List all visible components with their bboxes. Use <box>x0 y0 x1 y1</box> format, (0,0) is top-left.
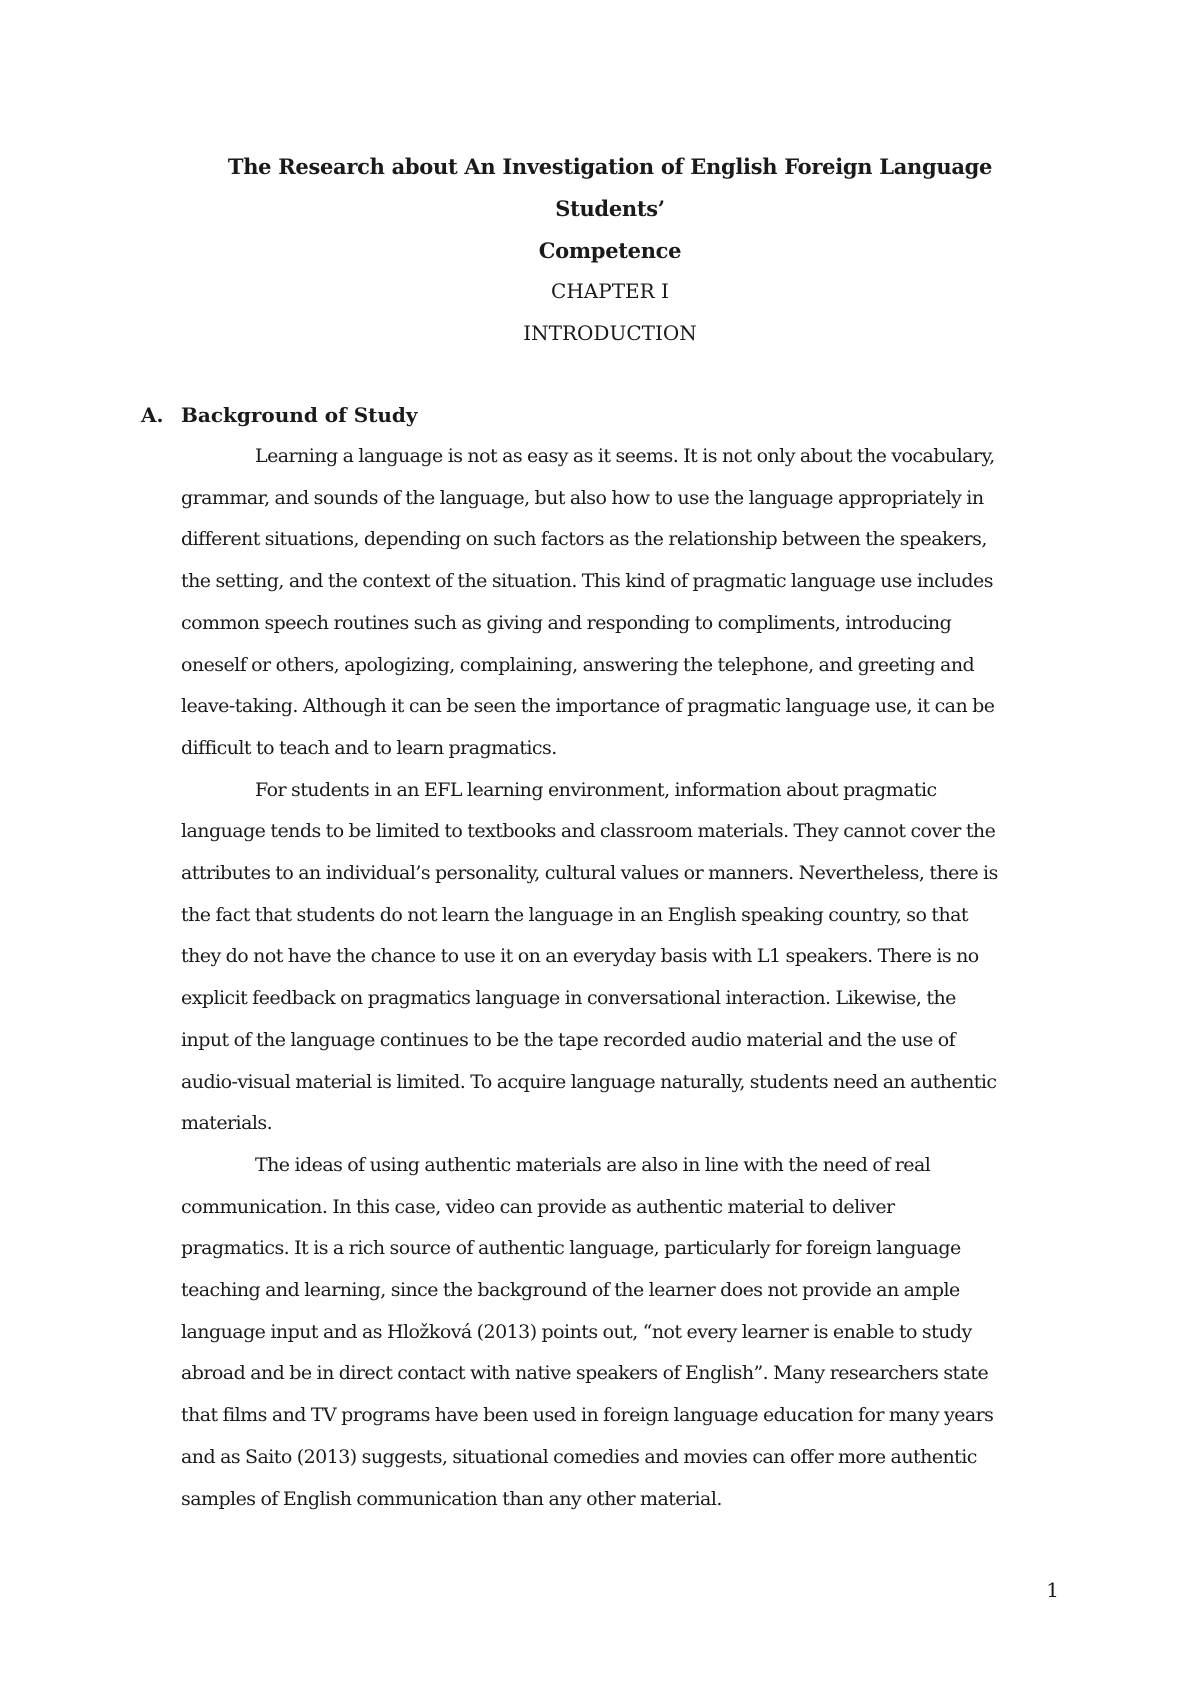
paragraph <box>181 1145 1051 1520</box>
paragraph-line: audio-visual material is limited. To acquire language naturally, students need an authentic <box>181 1070 997 1093</box>
paragraph-line: input of the language continues to be the tape recorded audio material and the use of <box>181 1028 956 1051</box>
section-title: Background of Study <box>181 403 418 427</box>
paragraph-line: leave-taking. Although it can be seen the importance of pragmatic language use, it can be <box>181 695 995 718</box>
chapter-label: CHAPTER I <box>551 279 669 303</box>
paragraph-line: common speech routines such as giving and responding to compliments, introducing <box>181 611 952 634</box>
paragraph-line: oneself or others, apologizing, complaining, answering the telephone, and greeting and <box>181 653 975 676</box>
paragraph-line: the setting, and the context of the situation. This kind of pragmatic language use includes <box>181 570 993 593</box>
paragraph-line: explicit feedback on pragmatics language in conversational interaction. Likewise, the <box>181 987 956 1010</box>
paragraph-line: different situations, depending on such factors as the relationship between the speakers, <box>181 528 987 551</box>
paragraph-line: they do not have the chance to use it on an everyday basis with L1 speakers. There is no <box>181 945 979 968</box>
paragraph-line: abroad and be in direct contact with native speakers of English”. Many researchers state <box>181 1362 989 1385</box>
page-number: 1 <box>1046 1578 1059 1602</box>
document-title <box>180 146 1040 272</box>
chapter-heading <box>180 270 1040 354</box>
paragraph-line: Learning a language is not as easy as it seems. It is not only about the vocabulary, <box>255 445 995 467</box>
paragraph-line: For students in an EFL learning environment, information about pragmatic <box>255 778 937 801</box>
paragraph-line: attributes to an individual’s personality, cultural values or manners. Nevertheless, there is <box>181 862 998 885</box>
paragraph-line: that films and TV programs have been used in foreign language education for many years <box>181 1404 994 1427</box>
paragraph-line: difficult to teach and to learn pragmatics. <box>181 736 557 759</box>
body-text <box>181 436 1051 1520</box>
section-marker: A. <box>141 403 164 427</box>
paragraph-line: communication. In this case, video can provide as authentic material to deliver <box>181 1195 895 1218</box>
section-heading <box>141 394 418 436</box>
paragraph-line: language input and as Hložková (2013) points out, “not every learner is enable to study <box>181 1320 972 1343</box>
paragraph-line: The ideas of using authentic materials are also in line with the need of real <box>255 1153 931 1176</box>
paragraph <box>181 436 1051 770</box>
paragraph-line: samples of English communication than any other material. <box>181 1487 722 1510</box>
paragraph-line: pragmatics. It is a rich source of authentic language, particularly for foreign language <box>181 1237 961 1260</box>
paragraph-line: the fact that students do not learn the language in an English speaking country, so that <box>181 903 969 926</box>
paragraph-line: materials. <box>181 1112 273 1135</box>
paragraph-line: language tends to be limited to textbooks and classroom materials. They cannot cover the <box>181 820 996 843</box>
title-line-1: The Research about An Investigation of English Foreign Language Students’ <box>227 154 993 221</box>
title-line-2: Competence <box>538 238 682 263</box>
chapter-title: INTRODUCTION <box>523 321 697 345</box>
paragraph-line: and as Saito (2013) suggests, situational comedies and movies can offer more authentic <box>181 1445 977 1468</box>
paragraph <box>181 770 1051 1145</box>
paragraph-line: teaching and learning, since the background of the learner does not provide an ample <box>181 1279 960 1302</box>
paragraph-line: grammar, and sounds of the language, but also how to use the language appropriately in <box>181 486 984 509</box>
